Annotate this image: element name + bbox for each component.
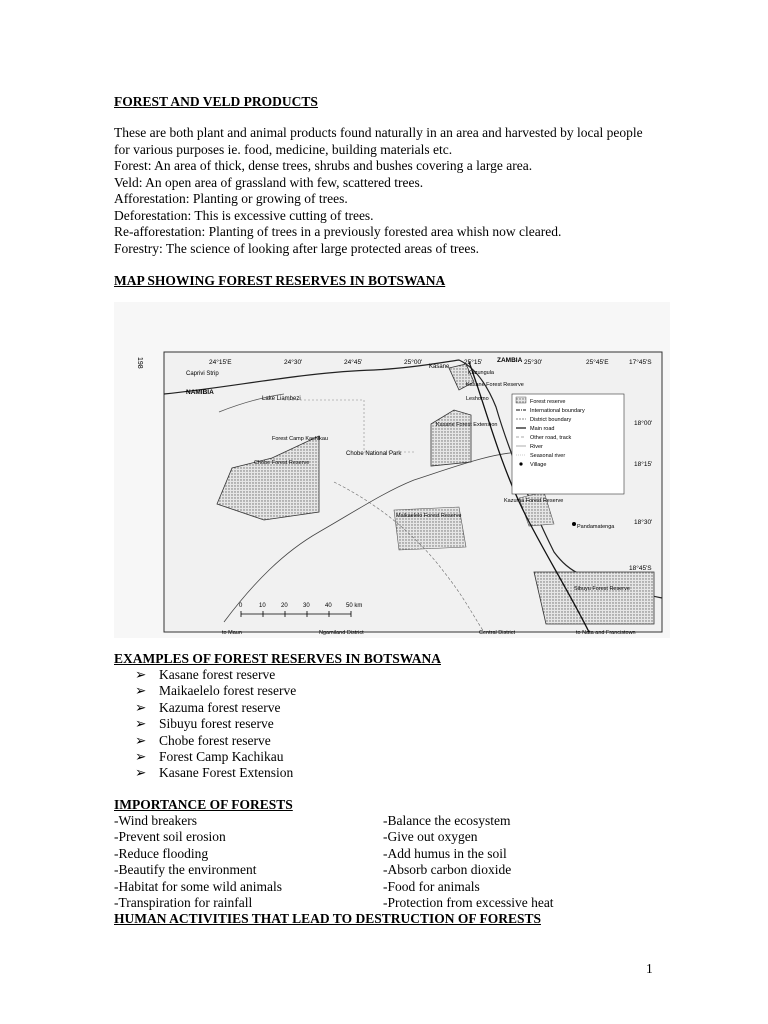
place-label: Sibuyu Forest Reserve <box>574 586 630 592</box>
arrow-bullet-icon: ➢ <box>135 716 147 732</box>
arrow-bullet-icon: ➢ <box>135 749 147 765</box>
legend-item: International boundary <box>530 408 585 414</box>
country-label: NAMIBIA <box>186 389 214 396</box>
examples-list <box>135 667 296 782</box>
place-label: Maikaelelo Forest Reserve <box>396 513 462 519</box>
importance-item: -Transpiration for rainfall <box>114 895 253 911</box>
list-item-label: Chobe forest reserve <box>159 732 271 748</box>
definition-forest: Forest: An area of thick, dense trees, shrubs and bushes covering a large area. <box>114 158 533 173</box>
map-caption: Central District <box>479 630 516 636</box>
map-caption: to Nata and Francistown <box>576 630 636 636</box>
longitude-label: 24°30' <box>284 359 303 366</box>
definition-veld: Veld: An open area of grassland with few, scattered trees. <box>114 174 424 190</box>
list-item <box>135 733 296 749</box>
latitude-label: 18°30' <box>634 519 653 526</box>
legend-item: District boundary <box>530 417 572 423</box>
legend-item: Village <box>530 462 547 468</box>
section-heading-forest-veld: FOREST AND VELD PRODUCTS <box>114 94 318 109</box>
page-number: 1 <box>646 961 653 976</box>
importance-item: -Protection from excessive heat <box>383 895 554 911</box>
list-item <box>135 765 296 781</box>
place-label: Caprivi Strip <box>186 371 219 377</box>
place-label: Forest Camp Kachikau <box>272 436 328 442</box>
place-label: Lake Liambezi <box>262 396 301 402</box>
place-label: Kasane Forest Reserve <box>466 382 524 388</box>
human-activities-heading: HUMAN ACTIVITIES THAT LEAD TO DESTRUCTION OF FORESTS <box>114 911 541 926</box>
map-caption: Ngamiland District <box>319 630 364 636</box>
arrow-bullet-icon: ➢ <box>135 683 147 699</box>
list-item-label: Kasane Forest Extension <box>159 765 294 781</box>
importance-right-column <box>383 813 554 911</box>
legend-item: Forest reserve <box>530 399 566 405</box>
legend-item: Other road, track <box>530 435 572 441</box>
intro-line: for various purposes ie. food, medicine, building materials etc. <box>114 141 453 157</box>
latitude-label: 18°00' <box>634 420 653 427</box>
place-label: Kazuma Forest Reserve <box>504 498 564 504</box>
country-label: ZAMBIA <box>497 357 523 364</box>
legend-item: River <box>530 444 543 450</box>
latitude-label: 17°45'S <box>629 359 652 366</box>
place-label: Chobe National Park <box>346 451 402 457</box>
longitude-label: 24°15'E <box>209 359 232 366</box>
scale-tick-label: 0 <box>239 603 243 609</box>
longitude-label: 25°00' <box>404 359 423 366</box>
list-item <box>135 716 296 732</box>
definition-afforestation: Afforestation: Planting or growing of trees. <box>114 191 348 206</box>
importance-item: -Absorb carbon dioxide <box>383 862 512 878</box>
importance-item: -Wind breakers <box>114 813 198 828</box>
page-tag: 198 <box>136 357 143 369</box>
importance-item: -Give out oxygen <box>383 829 478 845</box>
place-label: Kasane <box>429 364 450 370</box>
place-label: Kazungula <box>468 370 494 376</box>
list-item <box>135 700 296 716</box>
arrow-bullet-icon: ➢ <box>135 732 147 748</box>
definition-forestry: Forestry: The science of looking after large protected areas of trees. <box>114 240 479 256</box>
list-item-label: Kasane forest reserve <box>159 667 276 682</box>
intro-paragraph <box>114 125 674 257</box>
village-marker <box>572 522 576 526</box>
list-item-label: Sibuyu forest reserve <box>159 716 274 732</box>
latitude-label: 18°45'S <box>629 565 652 572</box>
importance-heading: IMPORTANCE OF FORESTS <box>114 797 293 812</box>
examples-heading: EXAMPLES OF FOREST RESERVES IN BOTSWANA <box>114 651 441 666</box>
intro-line: These are both plant and animal products found naturally in an area and harvested by local people <box>114 125 643 140</box>
map-graphic <box>114 302 670 638</box>
map-legend <box>512 394 624 494</box>
place-label: Chobe Forest Reserve <box>254 460 310 466</box>
longitude-label: 24°45' <box>344 359 363 366</box>
list-item-label: Forest Camp Kachikau <box>159 749 284 765</box>
list-item <box>135 749 296 765</box>
sibuyu-area <box>534 572 654 624</box>
importance-item: -Food for animals <box>383 878 480 894</box>
importance-item: -Habitat for some wild animals <box>114 878 282 894</box>
arrow-bullet-icon: ➢ <box>135 667 147 682</box>
scale-tick-label: 40 <box>325 603 332 609</box>
place-label: Kasane Forest Extension <box>436 422 498 428</box>
list-item <box>135 683 296 699</box>
scale-tick-label: 20 <box>281 603 288 609</box>
latitude-label: 18°15' <box>634 461 653 468</box>
place-label: Leshomo <box>466 396 489 402</box>
scale-tick-label: 50 km <box>346 603 363 609</box>
scale-tick-label: 30 <box>303 603 310 609</box>
legend-item: Main road <box>530 426 555 432</box>
arrow-bullet-icon: ➢ <box>135 699 147 715</box>
list-item-label: Kazuma forest reserve <box>159 699 281 715</box>
longitude-label: 25°15' <box>464 359 483 366</box>
longitude-label: 25°30' <box>524 359 543 366</box>
definition-deforestation: Deforestation: This is excessive cutting of trees. <box>114 207 374 223</box>
map-caption: to Maun <box>222 630 242 636</box>
importance-item: -Balance the ecosystem <box>383 813 511 828</box>
importance-item: -Add humus in the soil <box>383 845 507 861</box>
place-label: Pandamatenga <box>577 524 615 530</box>
importance-item: -Prevent soil erosion <box>114 829 226 845</box>
longitude-label: 25°45'E <box>586 359 609 366</box>
list-item <box>135 667 296 683</box>
forest-reserve-map <box>114 302 670 638</box>
list-item-label: Maikaelelo forest reserve <box>159 683 297 699</box>
legend-item: Seasonal river <box>530 453 566 459</box>
importance-item: -Beautify the environment <box>114 862 257 878</box>
importance-item: -Reduce flooding <box>114 845 209 861</box>
arrow-bullet-icon: ➢ <box>135 765 147 781</box>
importance-left-column <box>114 813 282 911</box>
definition-reafforestation: Re-afforestation: Planting of trees in a previously forested area whish now cleared. <box>114 224 562 239</box>
map-heading: MAP SHOWING FOREST RESERVES IN BOTSWANA <box>114 273 446 288</box>
scale-tick-label: 10 <box>259 603 266 609</box>
